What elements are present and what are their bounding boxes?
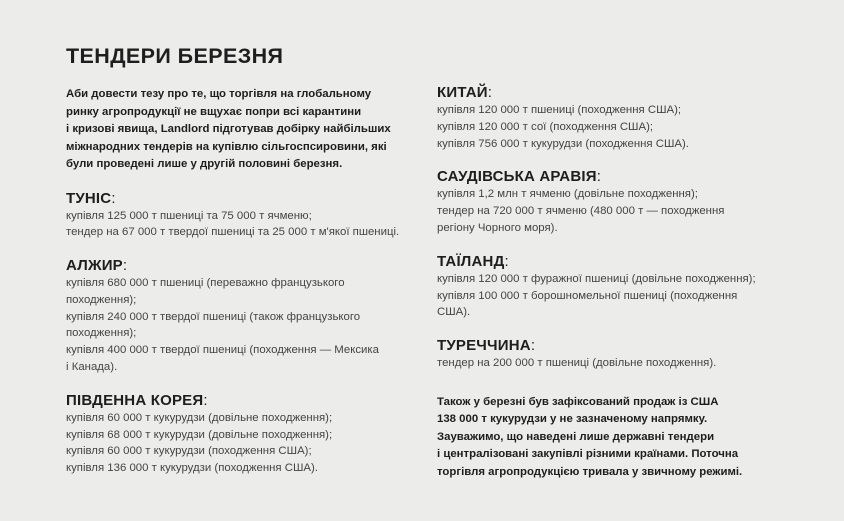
section-title: АЛЖИР: [66,257,128,275]
section-title: ТУРЕЧЧИНА: [437,337,536,355]
list-item: купівля 60 000 т кукурудзи (походження США); [66,445,312,458]
outro-paragraph [437,394,807,482]
section-title: ПІВДЕННА КОРЕЯ: [66,391,208,409]
list-item: купівля 136 000 т кукурудзи (походження США). [66,462,318,475]
intro-line: були проведені лише у другій половині березня. [66,158,343,170]
section-china [437,84,807,152]
list-item: тендер на 67 000 т твердої пшениці та 25 000 т м'якої пшениці. [66,226,400,239]
page-title: ТЕНДЕРИ БЕРЕЗНЯ [66,44,284,68]
outro-line: торгівля агропродукцією тривала у звичному режимі. [437,465,743,478]
outro-line: і централізовані закупівлі різними країнами. Поточна [437,448,739,461]
intro-line: і кризові явища, Landlord підготував добірку найбільших [66,123,391,135]
section-algeria [66,257,426,376]
left-column [66,84,426,477]
list-item: купівля 120 000 т пшениці (походження США); [437,104,682,116]
list-item: купівля 1,2 млн т ячменю (довільне походження); [437,188,698,201]
intro-line: міжнародних тендерів на купівлю сільгоспсировини, які [66,140,387,153]
intro-line: Аби довести тезу про те, що торгівля на глобальному [66,88,372,100]
intro-paragraph [66,86,426,174]
list-item: тендер на 720 000 т ячменю (480 000 т — походження регіону Чорного моря). [437,205,725,234]
list-item: купівля 68 000 т кукурудзи (довільне походження); [66,428,333,441]
list-item: купівля 756 000 т кукурудзи (походження США). [437,137,689,150]
section-title: ТУНІС: [66,189,116,207]
section-saudi-arabia [437,168,807,236]
list-item: купівля 240 000 т твердої пшениці (також французького походження); [66,310,361,340]
list-item: купівля 680 000 т пшениці (переважно французького походження); [66,277,345,306]
section-south-korea [66,392,426,477]
right-column [437,84,807,481]
intro-line: ринку агропродукції не вщухає попри всі карантини [66,105,362,118]
outro-line: Зауважимо, що наведені лише державні тендери [437,430,715,443]
list-item: купівля 125 000 т пшениці та 75 000 т ячменю; [66,209,312,222]
list-item: купівля 400 000 т твердої пшениці (походження — Мексика і Канада). [66,344,379,374]
list-item: тендер на 200 000 т пшениці (довільне походження). [437,357,717,370]
section-title: САУДІВСЬКА АРАВІЯ: [437,168,602,186]
list-item: купівля 100 000 т борошномельної пшениці (походження США). [437,289,738,319]
outro-line: Також у березні був зафіксований продаж із США [437,395,719,408]
section-title: КИТАЙ: [437,84,493,101]
section-turkey [437,337,807,372]
list-item: купівля 120 000 т фуражної пшениці (довільне походження); [437,272,756,285]
outro-line: 138 000 т кукурудзи у не зазначеному напрямку. [437,413,708,426]
section-title: ТАЇЛАНД: [437,252,509,270]
section-tunisia [66,190,426,242]
section-thailand [437,253,807,321]
list-item: купівля 60 000 т кукурудзи (довільне походження); [66,411,333,424]
list-item: купівля 120 000 т сої (походження США); [437,120,654,133]
